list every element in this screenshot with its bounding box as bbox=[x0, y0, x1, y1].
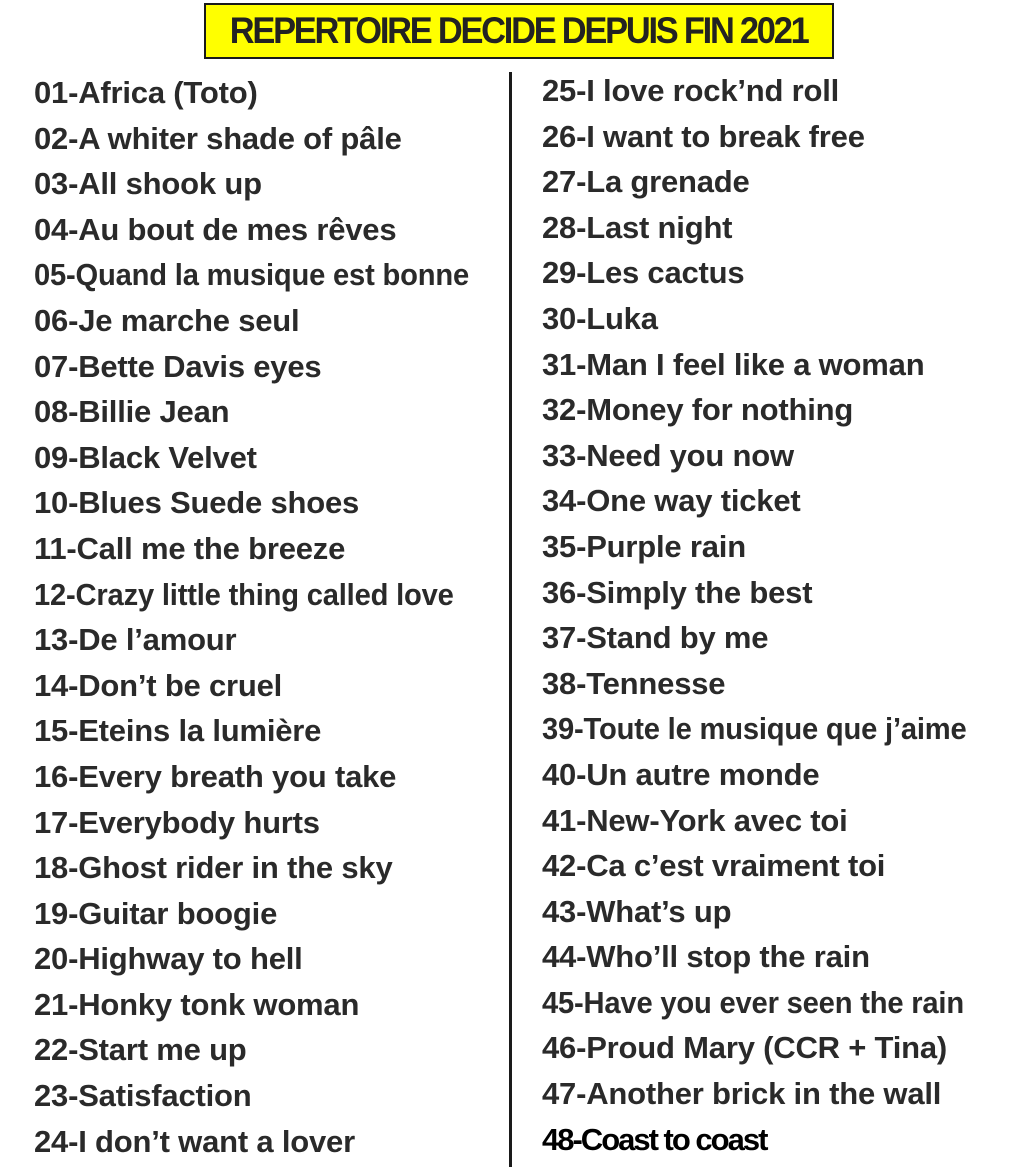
song-item: 06-Je marche seul bbox=[34, 302, 300, 338]
song-item: 37-Stand by me bbox=[542, 620, 769, 656]
song-item: 20-Highway to hell bbox=[34, 941, 303, 977]
song-item: 29-Les cactus bbox=[542, 255, 745, 291]
song-item: 11-Call me the breeze bbox=[34, 530, 346, 566]
song-item: 42-Ca c’est vraiment toi bbox=[542, 848, 886, 884]
song-item: 07-Bette Davis eyes bbox=[34, 348, 322, 384]
song-item: 44-Who’ll stop the rain bbox=[542, 939, 870, 975]
song-item: 25-I love rock’nd roll bbox=[542, 73, 840, 108]
song-item: 40-Un autre monde bbox=[542, 756, 820, 792]
song-item: 15-Eteins la lumière bbox=[34, 713, 322, 749]
song-item: 35-Purple rain bbox=[542, 528, 746, 564]
song-item: 02-A whiter shade of pâle bbox=[34, 120, 402, 156]
song-item: 43-What’s up bbox=[542, 893, 732, 929]
song-item: 23-Satisfaction bbox=[34, 1078, 252, 1114]
song-item: 46-Proud Mary (CCR + Tina) bbox=[542, 1030, 948, 1066]
song-item: 16-Every breath you take bbox=[34, 758, 397, 794]
song-item: 13-De l’amour bbox=[34, 622, 237, 658]
page-title: REPERTOIRE DECIDE DEPUIS FIN 2021 bbox=[230, 10, 808, 51]
song-item: 31-Man I feel like a woman bbox=[542, 346, 925, 382]
song-item: 28-Last night bbox=[542, 209, 733, 245]
column-divider bbox=[509, 72, 512, 1167]
song-list-right bbox=[542, 68, 994, 1162]
song-item: 09-Black Velvet bbox=[34, 439, 257, 475]
song-item: 05-Quand la musique est bonne bbox=[34, 257, 469, 293]
song-item: 34-One way ticket bbox=[542, 483, 801, 519]
song-item: 22-Start me up bbox=[34, 1032, 247, 1068]
song-item: 21-Honky tonk woman bbox=[34, 986, 360, 1022]
song-item: 32-Money for nothing bbox=[542, 392, 854, 428]
song-item: 17-Everybody hurts bbox=[34, 804, 320, 840]
song-item: 18-Ghost rider in the sky bbox=[34, 850, 393, 886]
song-item: 45-Have you ever seen the rain bbox=[542, 984, 964, 1020]
song-item: 01-Africa (Toto) bbox=[34, 75, 258, 110]
song-item: 14-Don’t be cruel bbox=[34, 667, 283, 703]
song-item: 12-Crazy little thing called love bbox=[34, 576, 454, 612]
song-item: 04-Au bout de mes rêves bbox=[34, 211, 397, 247]
song-item: 41-New-York avec toi bbox=[542, 802, 848, 838]
song-item-last: 48-Coast to coast bbox=[542, 1121, 767, 1157]
song-item: 30-Luka bbox=[542, 300, 658, 336]
song-item: 39-Toute le musique que j’aime bbox=[542, 711, 967, 747]
song-item: 36-Simply the best bbox=[542, 574, 813, 610]
song-item: 38-Tennesse bbox=[542, 665, 726, 701]
song-item: 26-I want to break free bbox=[542, 118, 865, 154]
title-banner bbox=[204, 3, 834, 59]
song-item: 19-Guitar boogie bbox=[34, 895, 278, 931]
song-item: 47-Another brick in the wall bbox=[542, 1076, 942, 1112]
song-list-left bbox=[34, 70, 497, 1164]
song-item: 33-Need you now bbox=[542, 437, 794, 473]
song-item: 27-La grenade bbox=[542, 164, 750, 200]
song-item: 03-All shook up bbox=[34, 166, 262, 202]
song-item: 10-Blues Suede shoes bbox=[34, 485, 360, 521]
song-item: 24-I don’t want a lover bbox=[34, 1123, 355, 1159]
song-item: 08-Billie Jean bbox=[34, 394, 230, 430]
